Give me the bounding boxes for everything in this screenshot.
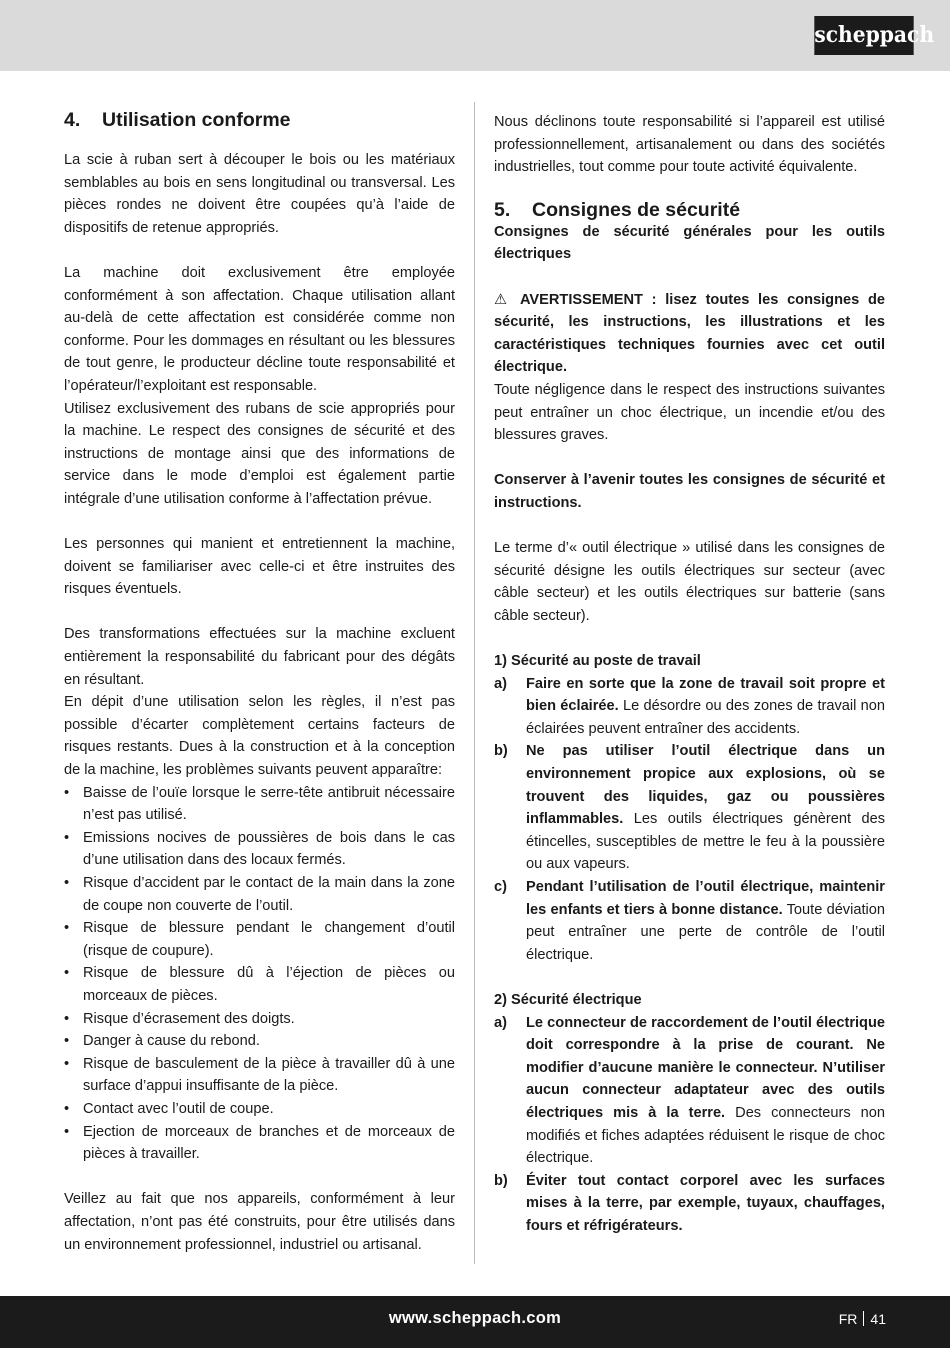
paragraph: La machine doit exclusivement être employée conformément à son affectation. Chaque utilisation allant au-delà de cette affectation est considérée comme non conforme. Pour les dommages en résultant ou les blessures de tout genre, le producteur décline toute responsabilité et l’opérateur/l’exploitant est responsable. — [64, 264, 455, 394]
item-letter: a) — [494, 675, 507, 692]
paragraph: Des transformations effectuées sur la machine excluent entièrement la responsabilité du fabricant pour des dégâts en résultant. — [64, 626, 455, 688]
list-item: • Risque de blessure dû à l’éjection de pièces ou morceaux de pièces. — [64, 962, 455, 1007]
page-number: 41 — [870, 1311, 886, 1327]
item-bold: Éviter tout contact corporel avec les surfaces mises à la terre, par exemple, tuyaux, chauffages, fours et réfrigérateurs. — [526, 1172, 885, 1234]
item-letter: b) — [494, 743, 508, 760]
section-5-heading — [494, 199, 885, 221]
item-bold: Ne pas utiliser l’outil électrique dans un environnement propice aux explosions, où se trouvent des liquides, gaz ou poussières inflammables. — [526, 743, 885, 828]
paragraph: Les personnes qui manient et entretiennent la machine, doivent se familiariser avec celle-ci et être instruites des risques éventuels. — [64, 536, 455, 598]
warning-bold-text: AVERTISSEMENT : lisez toutes les consignes de sécurité, les instructions, les illustrations et les caractéristiques techniques fournies avec cet outil électrique. — [494, 291, 885, 376]
list-item: • Risque de blessure pendant le changement d’outil (risque de coupure). — [64, 917, 455, 962]
page-indicator — [839, 1311, 886, 1327]
section-4-heading — [64, 109, 455, 131]
right-column — [494, 111, 885, 1238]
paragraph: Veillez au fait que nos appareils, conformément à leur affectation, n’ont pas été construits, pour être utilisés dans un environnement professionnel, industriel ou artisanal. — [64, 1191, 455, 1253]
brand-logo: scheppach — [814, 16, 913, 55]
list-item — [494, 876, 885, 966]
list-item: • Risque d’accident par le contact de la main dans la zone de coupe non couverte de l’outil. — [64, 872, 455, 917]
section-title: Consignes de sécurité — [532, 198, 741, 221]
subsection-title: 1) Sécurité au poste de travail — [494, 653, 701, 670]
electrical-safety-list — [494, 1012, 885, 1238]
item-bold: Le connecteur de raccordement de l’outil électrique doit correspondre à la prise de courant. Ne modifier d’aucune manière le connecteur. N’utiliser aucun connecteur adaptateur avec des outils électriques mis à la terre. — [526, 1014, 885, 1121]
item-text: Les outils électriques génèrent des étincelles, susceptibles de mettre le feu à la poussière ou aux vapeurs. — [526, 811, 885, 873]
list-item: • Risque d’écrasement des doigts. — [64, 1008, 455, 1031]
workplace-safety-list — [494, 673, 885, 967]
list-item: • Danger à cause du rebond. — [64, 1030, 455, 1053]
list-item — [494, 1012, 885, 1170]
list-item: • Baisse de l’ouïe lorsque le serre-tête antibruit nécessaire n’est pas utilisé. — [64, 782, 455, 827]
section-number: 5. — [494, 198, 511, 221]
item-letter: c) — [494, 879, 507, 895]
left-column — [64, 109, 455, 1256]
warning-triangle-icon: ⚠ — [494, 291, 512, 308]
item-text: Toute déviation peut entraîner une perte de contrôle de l’outil électrique. — [526, 901, 885, 963]
list-item: • Risque de basculement de la pièce à travailler dû à une surface d’appui insuffisante de la pièce. — [64, 1053, 455, 1098]
risk-list — [64, 782, 455, 1166]
item-text: Des connecteurs non modifiés et fiches adaptées réduisent le risque de choc électrique. — [526, 1104, 886, 1167]
language-code: FR — [838, 1311, 858, 1327]
warning-paragraph — [494, 289, 885, 379]
subsection-title: 2) Sécurité électrique — [494, 991, 642, 1008]
section-title: Utilisation conforme — [102, 109, 291, 131]
paragraph: Utilisez exclusivement des rubans de scie appropriés pour la machine. Le respect des consignes de sécurité et des instructions de montage ainsi que des informations de service dans le mode d’emploi est également partie intégrale d’une utilisation conforme à l’affectation prévue. — [64, 400, 455, 507]
item-letter: b) — [494, 1172, 508, 1189]
footer-bar — [0, 1296, 950, 1348]
item-letter: a) — [494, 1014, 507, 1031]
website-link[interactable]: www.scheppach.com — [388, 1309, 562, 1327]
section-subtitle: Consignes de sécurité générales pour les outils électriques — [494, 223, 885, 263]
keep-instructions: Conserver à l’avenir toutes les consignes de sécurité et instructions. — [494, 472, 885, 511]
item-text: Le désordre ou des zones de travail non éclairées peuvent entraîner des accidents. — [526, 698, 886, 737]
column-divider — [474, 102, 475, 1264]
paragraph: Nous déclinons toute responsabilité si l’appareil est utilisé professionnellement, artisanalement ou dans des sociétés industrielles, tout comme pour toute activité équivalente. — [494, 114, 885, 176]
paragraph: Toute négligence dans le respect des instructions suivantes peut entraîner un choc électrique, un incendie et/ou des blessures graves. — [494, 381, 885, 444]
item-bold: Faire en sorte que la zone de travail soit propre et bien éclairée. — [526, 675, 885, 715]
page-separator — [863, 1311, 864, 1326]
paragraph: Le terme d’« outil électrique » utilisé dans les consignes de sécurité désigne les outils électriques sur secteur (avec câble secteur) et les outils électriques sur batterie (sans câble secteur). — [494, 540, 885, 624]
header-bar — [0, 0, 950, 71]
paragraph: En dépit d’une utilisation selon les règles, il n’est pas possible d’écarter complètement certains facteurs de risques restants. Dues à la construction et à la conception de la machine, les problèmes suivants peuvent apparaître: — [64, 694, 455, 779]
section-number: 4. — [64, 109, 81, 131]
item-bold: Pendant l’utilisation de l’outil électrique, maintenir les enfants et tiers à bonne distance. — [526, 879, 885, 918]
list-item — [494, 740, 885, 876]
list-item — [494, 673, 885, 741]
list-item: • Emissions nocives de poussières de bois dans le cas d’une utilisation dans des locaux fermés. — [64, 827, 455, 872]
list-item: • Ejection de morceaux de branches et de morceaux de pièces à travailler. — [64, 1121, 455, 1166]
paragraph: La scie à ruban sert à découper le bois ou les matériaux semblables au bois en sens longitudinal ou transversal. Les pièces rondes ne doivent être coupées qu’à l’aide de dispositifs de retenue appropriés. — [64, 152, 455, 236]
list-item: • Contact avec l’outil de coupe. — [64, 1098, 455, 1121]
list-item — [494, 1170, 885, 1238]
